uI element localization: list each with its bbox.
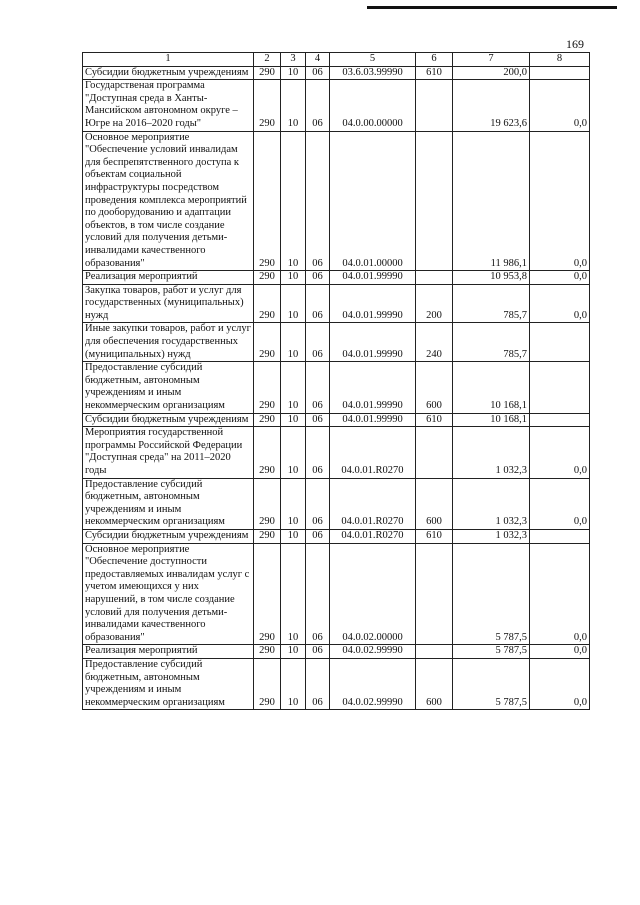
table-row xyxy=(83,645,590,659)
section-code: 10 xyxy=(281,413,306,427)
expense-type-code: 610 xyxy=(416,529,453,543)
target-article-code: 04.0.02.99990 xyxy=(330,658,416,709)
header-cell: 7 xyxy=(453,53,530,67)
amount: 10 168,1 xyxy=(453,362,530,413)
row-name: Основное мероприятие "Обеспечение условий инвалидам для беспрепятственного доступа к объектам социальной инфраструктуры посредством проведения комплекса мероприятий по дооборудованию и адаптации объектов, в том числе создание условий для получения детьми-инвалидами качественного образования" xyxy=(83,131,254,271)
section-code: 10 xyxy=(281,131,306,271)
subsection-code: 06 xyxy=(306,80,330,131)
row-name: Предоставление субсидий бюджетным, автономным учреждениям и иным некоммерческим организациям xyxy=(83,362,254,413)
amount-col8 xyxy=(530,323,590,362)
section-code: 10 xyxy=(281,323,306,362)
subsection-code: 06 xyxy=(306,529,330,543)
amount: 5 787,5 xyxy=(453,658,530,709)
expense-type-code xyxy=(416,543,453,645)
table-row xyxy=(83,478,590,529)
chapter-code: 290 xyxy=(254,658,281,709)
section-code: 10 xyxy=(281,543,306,645)
amount-col8 xyxy=(530,413,590,427)
amount: 10 168,1 xyxy=(453,413,530,427)
expense-type-code xyxy=(416,131,453,271)
row-name: Предоставление субсидий бюджетным, автономным учреждениям и иным некоммерческим организациям xyxy=(83,478,254,529)
subsection-code: 06 xyxy=(306,543,330,645)
section-code: 10 xyxy=(281,658,306,709)
row-name: Мероприятия государственной программы Российской Федерации "Доступная среда" на 2011–2020 годы xyxy=(83,427,254,478)
chapter-code: 290 xyxy=(254,427,281,478)
row-name: Субсидии бюджетным учреждениям xyxy=(83,413,254,427)
amount-col8 xyxy=(530,362,590,413)
subsection-code: 06 xyxy=(306,66,330,80)
table-body xyxy=(83,66,590,710)
amount-col8: 0,0 xyxy=(530,478,590,529)
section-code: 10 xyxy=(281,427,306,478)
header-cell: 1 xyxy=(83,53,254,67)
section-code: 10 xyxy=(281,645,306,659)
expense-type-code xyxy=(416,271,453,285)
chapter-code: 290 xyxy=(254,478,281,529)
amount: 1 032,3 xyxy=(453,478,530,529)
table-row xyxy=(83,362,590,413)
table-row xyxy=(83,284,590,323)
amount: 10 953,8 xyxy=(453,271,530,285)
expense-type-code xyxy=(416,427,453,478)
section-code: 10 xyxy=(281,80,306,131)
amount-col8: 0,0 xyxy=(530,284,590,323)
section-code: 10 xyxy=(281,478,306,529)
amount-col8: 0,0 xyxy=(530,131,590,271)
page-number: 169 xyxy=(566,37,584,51)
budget-table xyxy=(82,52,590,710)
chapter-code: 290 xyxy=(254,66,281,80)
header-cell: 3 xyxy=(281,53,306,67)
chapter-code: 290 xyxy=(254,362,281,413)
target-article-code: 04.0.01.R0270 xyxy=(330,529,416,543)
amount: 200,0 xyxy=(453,66,530,80)
amount-col8: 0,0 xyxy=(530,543,590,645)
chapter-code: 290 xyxy=(254,271,281,285)
header-row xyxy=(83,53,590,67)
table-row xyxy=(83,543,590,645)
chapter-code: 290 xyxy=(254,131,281,271)
row-name: Субсидии бюджетным учреждениям xyxy=(83,529,254,543)
amount-col8: 0,0 xyxy=(530,645,590,659)
section-code: 10 xyxy=(281,529,306,543)
expense-type-code: 240 xyxy=(416,323,453,362)
subsection-code: 06 xyxy=(306,271,330,285)
amount-col8: 0,0 xyxy=(530,271,590,285)
target-article-code: 04.0.01.99990 xyxy=(330,284,416,323)
expense-type-code: 600 xyxy=(416,362,453,413)
expense-type-code xyxy=(416,80,453,131)
chapter-code: 290 xyxy=(254,529,281,543)
target-article-code: 03.6.03.99990 xyxy=(330,66,416,80)
chapter-code: 290 xyxy=(254,645,281,659)
expense-type-code xyxy=(416,645,453,659)
amount: 5 787,5 xyxy=(453,543,530,645)
expense-type-code: 610 xyxy=(416,413,453,427)
amount-col8: 0,0 xyxy=(530,427,590,478)
table-row xyxy=(83,271,590,285)
subsection-code: 06 xyxy=(306,362,330,413)
expense-type-code: 600 xyxy=(416,478,453,529)
amount: 5 787,5 xyxy=(453,645,530,659)
header-cell: 2 xyxy=(254,53,281,67)
amount: 1 032,3 xyxy=(453,529,530,543)
amount: 785,7 xyxy=(453,284,530,323)
table-row xyxy=(83,131,590,271)
target-article-code: 04.0.01.R0270 xyxy=(330,427,416,478)
header-cell: 8 xyxy=(530,53,590,67)
amount: 19 623,6 xyxy=(453,80,530,131)
subsection-code: 06 xyxy=(306,413,330,427)
amount: 11 986,1 xyxy=(453,131,530,271)
top-rule xyxy=(367,6,617,9)
target-article-code: 04.0.02.00000 xyxy=(330,543,416,645)
subsection-code: 06 xyxy=(306,658,330,709)
target-article-code: 04.0.01.99990 xyxy=(330,413,416,427)
chapter-code: 290 xyxy=(254,413,281,427)
target-article-code: 04.0.01.99990 xyxy=(330,271,416,285)
expense-type-code: 610 xyxy=(416,66,453,80)
target-article-code: 04.0.01.99990 xyxy=(330,362,416,413)
target-article-code: 04.0.01.99990 xyxy=(330,323,416,362)
header-cell: 4 xyxy=(306,53,330,67)
target-article-code: 04.0.00.00000 xyxy=(330,80,416,131)
row-name: Реализация мероприятий xyxy=(83,645,254,659)
amount: 785,7 xyxy=(453,323,530,362)
subsection-code: 06 xyxy=(306,645,330,659)
target-article-code: 04.0.01.00000 xyxy=(330,131,416,271)
section-code: 10 xyxy=(281,66,306,80)
row-name: Предоставление субсидий бюджетным, автономным учреждениям и иным некоммерческим организациям xyxy=(83,658,254,709)
chapter-code: 290 xyxy=(254,284,281,323)
amount-col8: 0,0 xyxy=(530,658,590,709)
table-row xyxy=(83,413,590,427)
chapter-code: 290 xyxy=(254,543,281,645)
header-cell: 5 xyxy=(330,53,416,67)
subsection-code: 06 xyxy=(306,478,330,529)
row-name: Государственая программа "Доступная среда в Ханты-Мансийском автономном округе – Югре на 2016–2020 годы" xyxy=(83,80,254,131)
subsection-code: 06 xyxy=(306,284,330,323)
expense-type-code: 600 xyxy=(416,658,453,709)
target-article-code: 04.0.01.R0270 xyxy=(330,478,416,529)
table-row xyxy=(83,323,590,362)
amount: 1 032,3 xyxy=(453,427,530,478)
chapter-code: 290 xyxy=(254,80,281,131)
subsection-code: 06 xyxy=(306,323,330,362)
target-article-code: 04.0.02.99990 xyxy=(330,645,416,659)
amount-col8 xyxy=(530,66,590,80)
table-row xyxy=(83,427,590,478)
table-row xyxy=(83,80,590,131)
header-cell: 6 xyxy=(416,53,453,67)
amount-col8: 0,0 xyxy=(530,80,590,131)
amount-col8 xyxy=(530,529,590,543)
row-name: Основное мероприятие "Обеспечение доступности предоставляемых инвалидам услуг с учетом имеющихся у них нарушений, в том числе создание условий для получения детьми-инвалидами качественного образования" xyxy=(83,543,254,645)
row-name: Закупка товаров, работ и услуг для государственных (муниципальных) нужд xyxy=(83,284,254,323)
row-name: Реализация мероприятий xyxy=(83,271,254,285)
section-code: 10 xyxy=(281,271,306,285)
subsection-code: 06 xyxy=(306,131,330,271)
row-name: Субсидии бюджетным учреждениям xyxy=(83,66,254,80)
table-row xyxy=(83,529,590,543)
subsection-code: 06 xyxy=(306,427,330,478)
row-name: Иные закупки товаров, работ и услуг для обеспечения государственных (муниципальных) нужд xyxy=(83,323,254,362)
expense-type-code: 200 xyxy=(416,284,453,323)
table-row xyxy=(83,66,590,80)
section-code: 10 xyxy=(281,284,306,323)
section-code: 10 xyxy=(281,362,306,413)
table-row xyxy=(83,658,590,709)
chapter-code: 290 xyxy=(254,323,281,362)
